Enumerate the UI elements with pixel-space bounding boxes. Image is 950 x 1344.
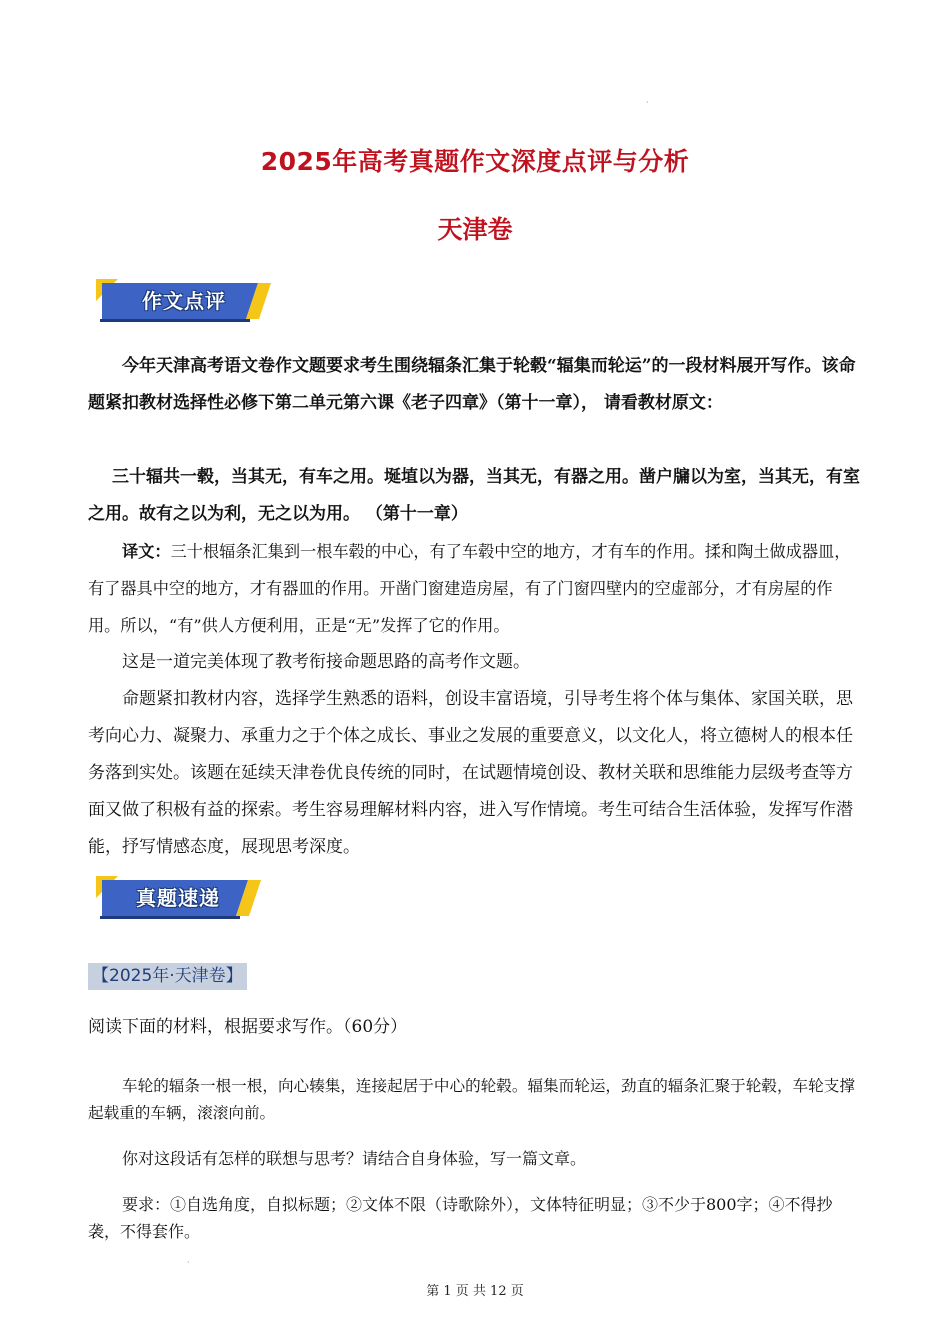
prompt-line: 阅读下面的材料，根据要求写作。（60分） (88, 1017, 408, 1037)
material-text: 车轮的辐条一根一根，向心辏集，连接起居于中心的轮毂。辐集而轮运，劲直的辐条汇聚于轮毂，车轮支撑起载重的车辆，滚滚向前。 (88, 1077, 855, 1122)
material-paragraph (88, 1073, 858, 1127)
question-text: 你对这段话有怎样的联想与思考？请结合自身体验，写一篇文章。 (122, 1149, 587, 1168)
quote-paragraph (88, 459, 863, 533)
section-banner-review (96, 279, 271, 323)
question-paragraph (88, 1145, 858, 1172)
stray-dot: · (187, 1258, 190, 1267)
section-label-question: 真题速递 (136, 886, 220, 910)
intro-text: 今年天津高考语文卷作文题要求考生围绕辐条汇集于轮毂“辐集而轮运”的一段材料展开写作。该命题紧扣教材选择性必修下第二单元第六课《老子四章》（第十一章）， 请看教材原文： (88, 356, 856, 413)
requirements-paragraph (88, 1191, 858, 1245)
exam-tag: 【2025年·天津卷】 (88, 963, 247, 990)
translation-label: 译文： (122, 542, 171, 561)
stray-dot: · (646, 98, 649, 107)
comment-text-b: 命题紧扣教材内容，选择学生熟悉的语料，创设丰富语境，引导考生将个体与集体、家国关联，思考向心力、凝聚力、承重力之于个体之成长、事业之发展的重要意义，以文化人，将立德树人的根本任务落到实处。该题在延续天津卷优良传统的同时，在试题情境创设、教材关联和思维能力层级考查等方面又做了积极有益的探索。考生容易理解材料内容，进入写作情境。考生可结合生活体验，发挥写作潜能，抒写情感态度，展现思考深度。 (88, 689, 853, 857)
page-title: 2025年高考真题作文深度点评与分析 (260, 147, 690, 176)
translation-paragraph (88, 533, 863, 644)
intro-paragraph (88, 348, 863, 422)
comment-paragraph-b (88, 681, 863, 866)
quote-text: 三十辐共一毂，当其无，有车之用。埏埴以为器，当其无，有器之用。凿户牖以为室，当其无，有室之用。故有之以为利，无之以为用。 （第十一章） (88, 467, 860, 524)
requirements-text: 要求：①自选角度，自拟标题；②文体不限（诗歌除外），文体特征明显；③不少于800字；④不得抄袭，不得套作。 (88, 1195, 833, 1241)
section-label-review: 作文点评 (142, 289, 226, 313)
section-banner-question (96, 876, 261, 920)
page-footer: 第 1 页 共 12 页 (426, 1284, 524, 1299)
translation-text: 三十根辐条汇集到一根车毂的中心，有了车毂中空的地方，才有车的作用。揉和陶土做成器皿，有了器具中空的地方，才有器皿的作用。开凿门窗建造房屋，有了门窗四壁内的空虚部分，才有房屋的作用。所以，“有”供人方便利用，正是“无”发挥了它的作用。 (88, 542, 851, 635)
comment-paragraph-a (88, 644, 863, 681)
comment-text-a: 这是一道完美体现了教考衔接命题思路的高考作文题。 (122, 652, 530, 672)
page-subtitle: 天津卷 (437, 215, 513, 244)
